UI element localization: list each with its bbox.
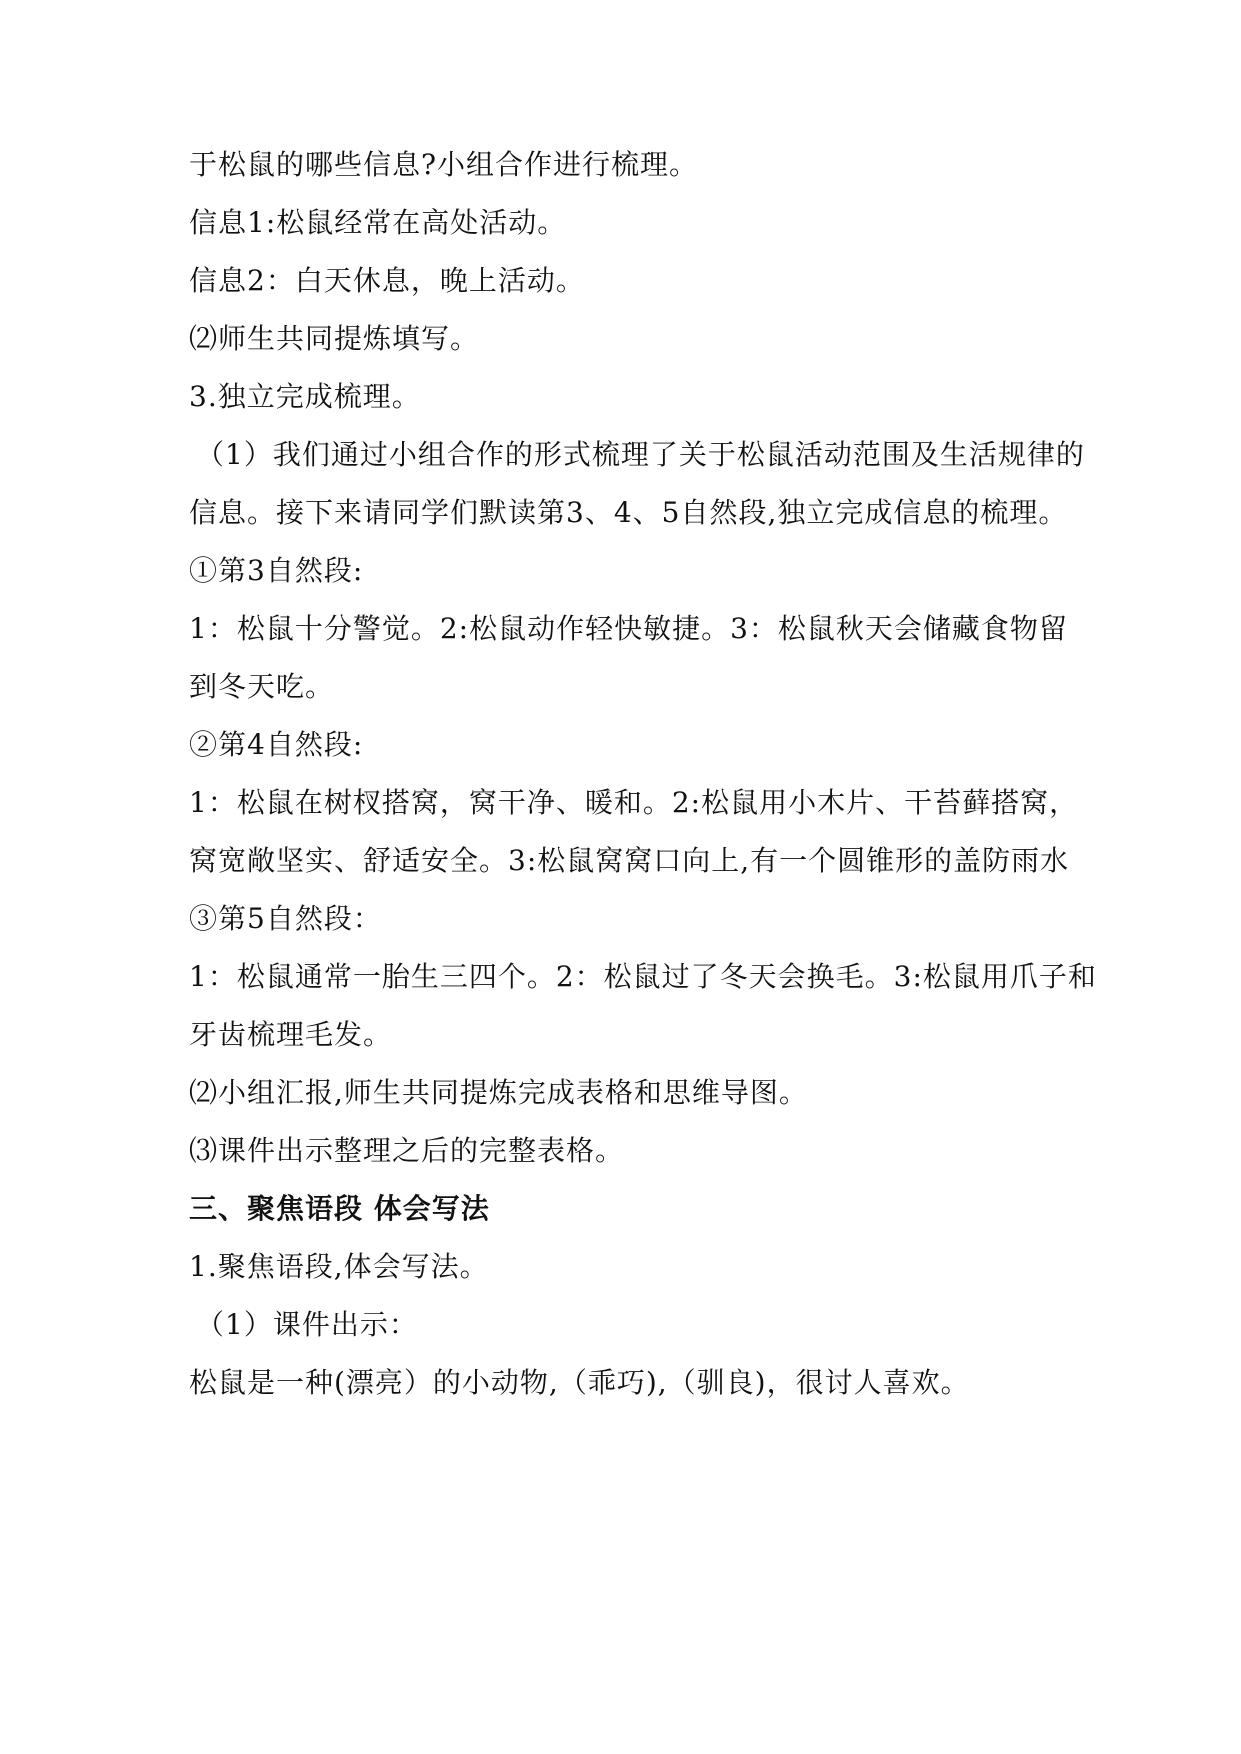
text-line-section-3: ①第3自然段: [189,554,364,587]
text-line-section-3-a: 1：松鼠十分警觉。2:松鼠动作轻快敏捷。3：松鼠秋天会储藏食物留 [189,612,1068,645]
section-heading-3: 三、聚焦语段 体会写法 [189,1192,490,1225]
text-line-section-5: ③第5自然段： [189,902,382,935]
text-line-section-5-a: 1：松鼠通常一胎生三四个。2：松鼠过了冬天会换毛。3:松鼠用爪子和 [189,960,1097,993]
text-line-courseware: （1）课件出示： [196,1308,418,1341]
text-line-focus: 1.聚焦语段,体会写法。 [189,1250,489,1283]
text-line-example-sentence: 松鼠是一种(漂亮）的小动物,（乖巧),（驯良)，很讨人喜欢。 [189,1366,970,1399]
text-line-info-2: 信息2：白天休息，晚上活动。 [189,264,585,297]
text-line-section-4-a: 1：松鼠在树杈搭窝，窝干净、暖和。2:松鼠用小木片、干苔藓搭窝， [189,786,1079,819]
text-line-para-1a: （1）我们通过小组合作的形式梳理了关于松鼠活动范围及生活规律的 [196,438,1085,471]
text-line-intro: 于松鼠的哪些信息?小组合作进行梳理。 [189,148,699,181]
text-line-section-3-b: 到冬天吃。 [189,670,335,703]
text-line-section-4-b: 窝宽敞坚实、舒适安全。3:松鼠窝窝口向上,有一个圆锥形的盖防雨水 [189,844,1070,877]
text-line-heading-3: 3.独立完成梳理。 [189,380,421,413]
text-line-section-5-b: 牙齿梳理毛发。 [189,1018,393,1051]
text-line-para-1b: 信息。接下来请同学们默读第3、4、5自然段,独立完成信息的梳理。 [189,496,1068,529]
text-line-step-table: ⑶课件出示整理之后的完整表格。 [189,1134,625,1167]
text-line-step-2: ⑵师生共同提炼填写。 [189,322,480,355]
text-line-info-1: 信息1:松鼠经常在高处活动。 [189,206,567,239]
text-line-section-4: ②第4自然段: [189,728,364,761]
text-line-step-report: ⑵小组汇报,师生共同提炼完成表格和思维导图。 [189,1076,808,1109]
